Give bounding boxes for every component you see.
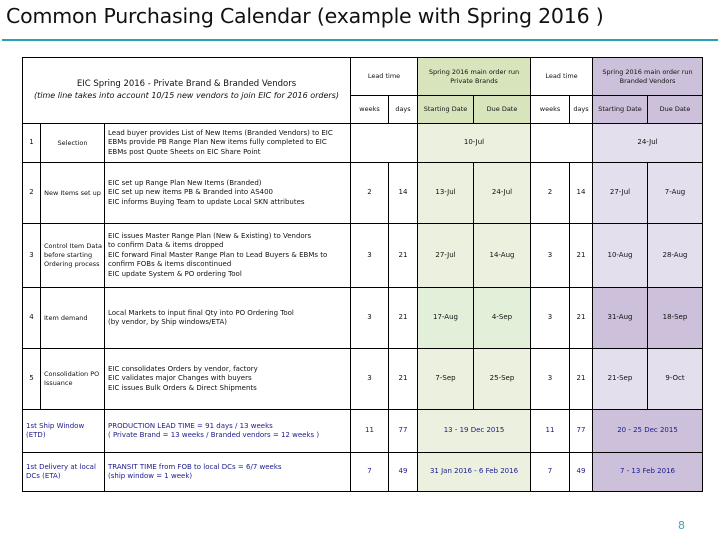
branded-due: 28-Aug	[648, 224, 703, 288]
private-lead-empty	[351, 124, 418, 163]
desc-line: to confirm Data & items dropped	[108, 241, 224, 250]
branded-weeks: 7	[531, 453, 570, 492]
private-lead-time-header: Lead time	[351, 58, 418, 96]
private-weeks: 11	[351, 410, 389, 453]
ship-window-description	[105, 410, 351, 453]
desc-line: ( Private Brand = 13 weeks / Branded vendors = 12 weeks )	[108, 431, 320, 439]
main-header-title: EIC Spring 2016 - Private Brand & Branded Vendors	[76, 79, 297, 90]
page-number: 8	[678, 519, 685, 532]
table-row	[23, 288, 703, 349]
purchasing-calendar-table	[22, 57, 703, 492]
desc-line: EIC set up Range Plan New Items (Branded)	[108, 178, 262, 187]
private-days: 21	[389, 288, 418, 349]
step-name: Consolidation PO Issuance	[41, 349, 105, 410]
desc-line: EIC consolidates Orders by vendor, factory	[108, 364, 258, 373]
desc-line: EIC set up new items PB & Branded into AS400	[108, 188, 273, 197]
page-title: Common Purchasing Calendar (example with Spring 2016 )	[6, 4, 604, 28]
step-description	[105, 163, 351, 224]
branded-days: 21	[570, 224, 593, 288]
step-name: Control Item Data before starting Ordering process	[41, 224, 105, 288]
branded-weeks: 2	[531, 163, 570, 224]
main-header-cell	[23, 58, 351, 124]
branded-days: 49	[570, 453, 593, 492]
title-divider	[2, 39, 718, 41]
private-date: 10-Jul	[418, 124, 531, 163]
desc-line: EIC validates major Changes with buyers	[108, 374, 252, 383]
ship-window-row	[23, 410, 703, 453]
branded-start: 10-Aug	[593, 224, 648, 288]
private-start: 7-Sep	[418, 349, 474, 410]
private-due: 14-Aug	[474, 224, 531, 288]
private-start: 17-Aug	[418, 288, 474, 349]
step-description	[105, 224, 351, 288]
private-ship-range: 13 - 19 Dec 2015	[418, 410, 531, 453]
branded-due-date-header: Due Date	[648, 96, 703, 124]
private-days: 77	[389, 410, 418, 453]
private-starting-date-header: Starting Date	[418, 96, 474, 124]
delivery-label: 1st Delivery at local DCs (ETA)	[23, 453, 105, 492]
desc-line: PRODUCTION LEAD TIME = 91 days / 13 weeks	[108, 421, 273, 430]
desc-line: (by vendor, by Ship windows/ETA)	[108, 318, 228, 326]
branded-days: 21	[570, 349, 593, 410]
desc-line: TRANSIT TIME from FOB to local DCs = 6/7 weeks	[108, 462, 282, 471]
step-number: 5	[23, 349, 41, 410]
branded-due: 7-Aug	[648, 163, 703, 224]
branded-lead-empty	[531, 124, 593, 163]
branded-weeks: 3	[531, 349, 570, 410]
desc-line: EIC forward Final Master Range Plan to Lead Buyers & EBMs to	[108, 250, 328, 259]
table-row	[23, 163, 703, 224]
branded-days: 77	[570, 410, 593, 453]
step-description	[105, 288, 351, 349]
branded-group-header: Spring 2016 main order run Branded Vendors	[593, 58, 703, 96]
desc-line: EBMs post Quote Sheets on EIC Share Point	[108, 147, 261, 156]
private-weeks: 3	[351, 349, 389, 410]
private-start: 13-Jul	[418, 163, 474, 224]
step-number: 1	[23, 124, 41, 163]
desc-line: EIC issues Master Range Plan (New & Existing) to Vendors	[108, 231, 312, 240]
branded-delivery-range: 7 - 13 Feb 2016	[593, 453, 703, 492]
private-days: 14	[389, 163, 418, 224]
branded-ship-range: 20 - 25 Dec 2015	[593, 410, 703, 453]
table-row	[23, 349, 703, 410]
main-header-subtitle: (time line takes into account 10/15 new vendors to join EIC for 2016 orders)	[34, 90, 339, 100]
branded-days-header: days	[570, 96, 593, 124]
branded-weeks: 11	[531, 410, 570, 453]
private-due: 4-Sep	[474, 288, 531, 349]
branded-days: 14	[570, 163, 593, 224]
desc-line: (ship window = 1 week)	[108, 472, 193, 480]
desc-line: EIC informs Buying Team to update Local SKN attributes	[108, 197, 305, 206]
private-weeks: 3	[351, 224, 389, 288]
desc-line: confirm FOBs & items discontinued	[108, 260, 232, 269]
table-row	[23, 124, 703, 163]
private-due-date-header: Due Date	[474, 96, 531, 124]
step-number: 2	[23, 163, 41, 224]
private-weeks-header: weeks	[351, 96, 389, 124]
desc-line: Lead buyer provides List of New Items (Branded Vendors) to EIC	[108, 128, 333, 137]
table-row	[23, 224, 703, 288]
step-name: Selection	[41, 124, 105, 163]
branded-weeks-header: weeks	[531, 96, 570, 124]
desc-line: EIC issues Bulk Orders & Direct Shipments	[108, 383, 257, 392]
step-description	[105, 124, 351, 163]
private-days-header: days	[389, 96, 418, 124]
branded-lead-time-header: Lead time	[531, 58, 593, 96]
private-days: 21	[389, 224, 418, 288]
private-due: 24-Jul	[474, 163, 531, 224]
step-number: 4	[23, 288, 41, 349]
branded-days: 21	[570, 288, 593, 349]
private-days: 21	[389, 349, 418, 410]
private-weeks: 7	[351, 453, 389, 492]
private-delivery-range: 31 Jan 2016 - 6 Feb 2016	[418, 453, 531, 492]
branded-weeks: 3	[531, 288, 570, 349]
branded-start: 27-Jul	[593, 163, 648, 224]
branded-start: 31-Aug	[593, 288, 648, 349]
step-name: New Items set up	[41, 163, 105, 224]
ship-window-label: 1st Ship Window (ETD)	[23, 410, 105, 453]
branded-start: 21-Sep	[593, 349, 648, 410]
branded-weeks: 3	[531, 224, 570, 288]
private-group-header: Spring 2016 main order run Private Brands	[418, 58, 531, 96]
desc-line: EBMs provide PB Range Plan New items fully completed to EIC	[108, 138, 327, 147]
desc-line: EIC update System & PO ordering Tool	[108, 269, 242, 278]
delivery-description	[105, 453, 351, 492]
step-description	[105, 349, 351, 410]
delivery-row	[23, 453, 703, 492]
private-start: 27-Jul	[418, 224, 474, 288]
private-days: 49	[389, 453, 418, 492]
branded-due: 9-Oct	[648, 349, 703, 410]
private-due: 25-Sep	[474, 349, 531, 410]
branded-due: 18-Sep	[648, 288, 703, 349]
step-number: 3	[23, 224, 41, 288]
private-weeks: 3	[351, 288, 389, 349]
private-weeks: 2	[351, 163, 389, 224]
branded-date: 24-Jul	[593, 124, 703, 163]
desc-line: Local Markets to input final Qty into PO Ordering Tool	[108, 308, 294, 317]
branded-starting-date-header: Starting Date	[593, 96, 648, 124]
step-name: Item demand	[41, 288, 105, 349]
